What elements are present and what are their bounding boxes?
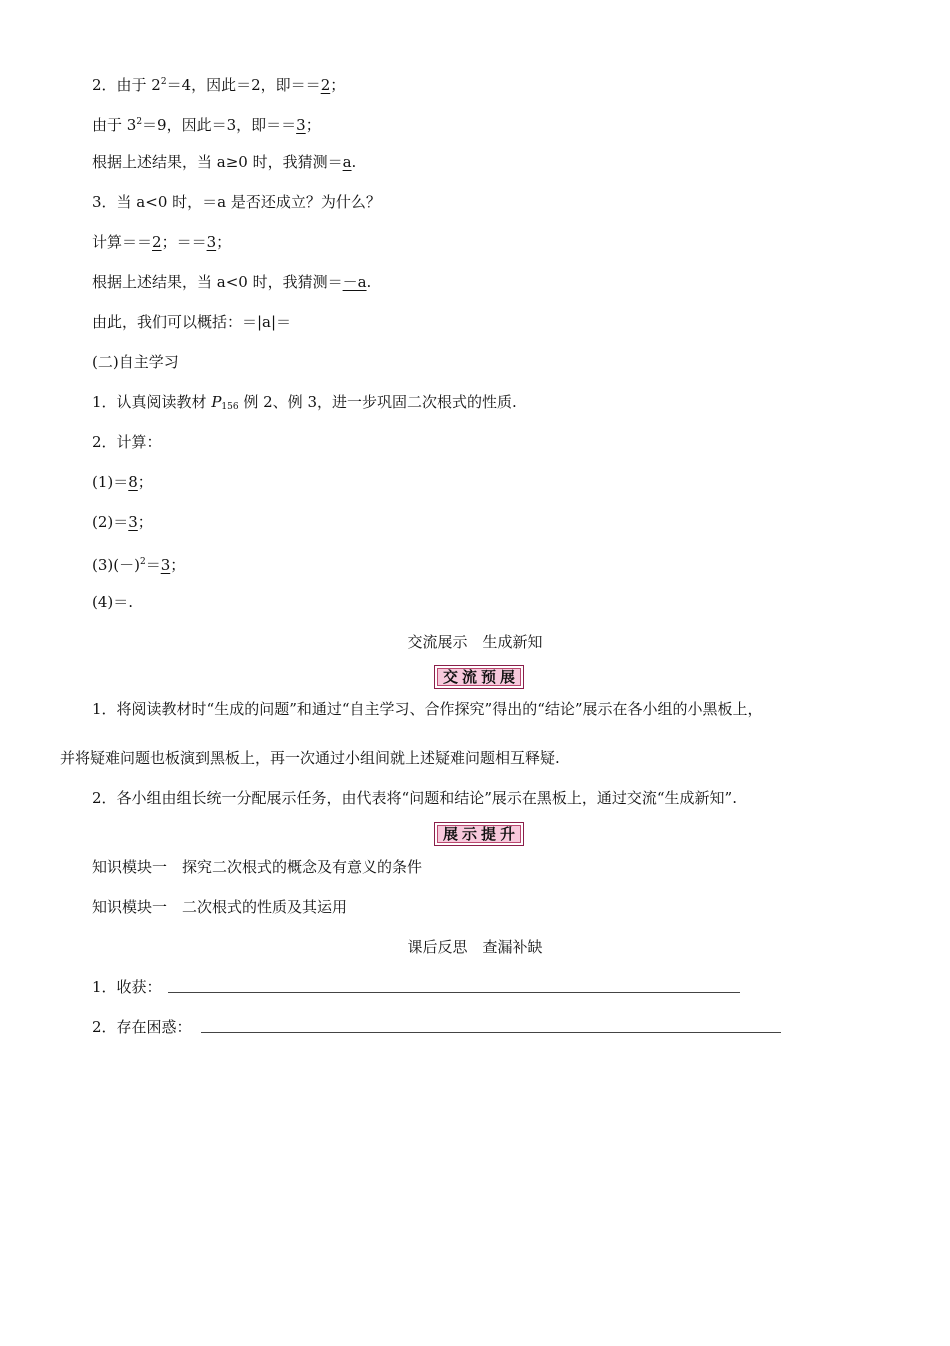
knowledge-module-2: 知识模块一 二次根式的性质及其运用 <box>92 898 348 916</box>
badge-exchange-preview: 交流预展 <box>434 665 524 689</box>
knowledge-module-1: 知识模块一 探究二次根式的概念及有意义的条件 <box>92 858 423 876</box>
answer-blank: 3 <box>160 556 171 574</box>
self-study-item-1: 1．认真阅读教材 $P_{156}$ 例 2、例 3，进一步巩固二次根式的性质. <box>92 393 517 412</box>
self-study-heading: (二)自主学习 <box>92 353 179 371</box>
exchange-paragraph-1-line-1: 1．将阅读教材时“生成的问题”和通过“自主学习、合作探究”得出的“结论”展示在各小组的小黑板上， <box>92 700 763 718</box>
reflection-section-title: 课后反思 查漏补缺 <box>407 938 543 956</box>
inquiry-line-square-3: 由于 $3^2=9$，因此＝3，即＝＝3； <box>92 116 321 134</box>
gain-label: 1．收获： <box>92 978 162 996</box>
inquiry-guess-negative: 根据上述结果，当 a<0 时，我猜测＝－a. <box>92 273 372 291</box>
inquiry-summary: 由此，我们可以概括：＝|a|＝ <box>92 313 292 331</box>
exchange-paragraph-1-line-2: 并将疑难问题也板演到黑板上，再一次通过小组间就上述疑难问题相互释疑. <box>60 749 560 767</box>
answer-blank: 3 <box>128 513 138 531</box>
gain-answer-line[interactable] <box>168 992 740 993</box>
answer-blank: －a <box>342 273 367 291</box>
self-study-item-2: 2．计算： <box>92 433 162 451</box>
answer-blank: 3 <box>206 233 217 251</box>
exchange-section-title: 交流展示 生成新知 <box>407 633 543 651</box>
answer-blank: 3 <box>296 116 306 134</box>
calc-item-2: (2)＝3； <box>92 513 153 531</box>
exchange-paragraph-2: 2．各小组由组长统一分配展示任务，由代表将“问题和结论”展示在黑板上，通过交流“生成新知”. <box>92 789 737 807</box>
calc-item-1: (1)＝8； <box>92 473 153 491</box>
inquiry-calc-negative: 计算＝＝2；＝＝3； <box>92 233 232 251</box>
answer-blank: a <box>342 153 352 171</box>
doubt-label: 2．存在困惑： <box>92 1018 192 1036</box>
inquiry-guess-nonnegative: 根据上述结果，当 a≥0 时，我猜测＝a. <box>92 153 357 171</box>
badge-display-improve: 展示提升 <box>434 822 524 846</box>
answer-blank: 2 <box>320 76 331 94</box>
calc-item-4: (4)＝. <box>92 593 134 611</box>
answer-blank: 2 <box>152 233 162 251</box>
answer-blank: 8 <box>128 473 138 491</box>
inquiry-question-negative: 3．当 a<0 时，＝a 是否还成立？为什么？ <box>92 193 381 211</box>
doubt-answer-line[interactable] <box>201 1032 781 1033</box>
inquiry-line-square-2: 2．由于 $2^2=4$，因此＝2，即＝＝2； <box>92 76 346 94</box>
calc-item-3: $(3)(-)^2=3$； <box>92 556 186 574</box>
